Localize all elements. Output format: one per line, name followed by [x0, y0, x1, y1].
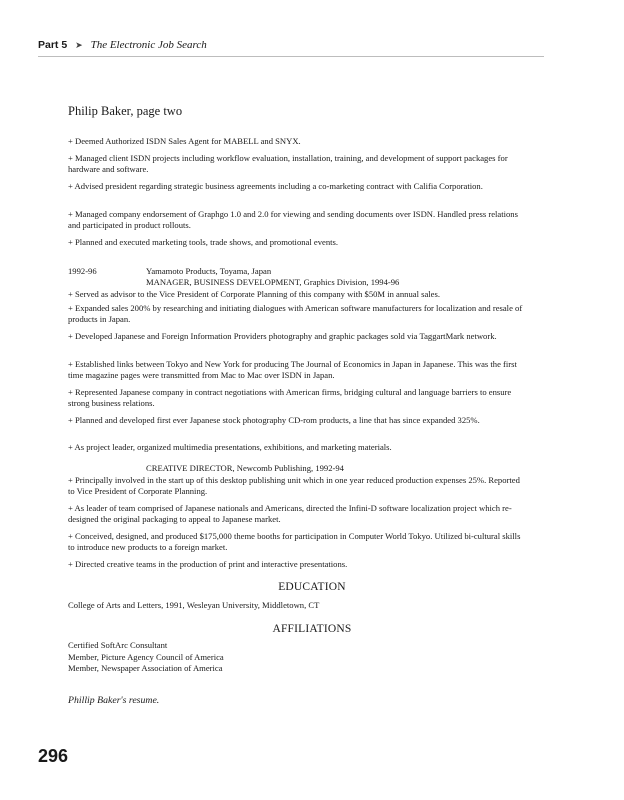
job-bullet: + Developed Japanese and Foreign Information Providers photography and graphic packages sold via TaggartMark network.	[68, 331, 497, 341]
resume-bullet: + Managed client ISDN projects including workflow evaluation, installation, training, and development of support packages for hardware and software.	[68, 153, 508, 175]
affiliations-list	[68, 640, 224, 675]
chapter-title: The Electronic Job Search	[90, 39, 207, 51]
job-bullet: + Planned and developed first ever Japanese stock photography CD-rom products, a line that has since expanded 325%.	[68, 415, 480, 425]
affiliation-item: Certified SoftArc Consultant	[68, 640, 168, 650]
resume-bullet: + Planned and executed marketing tools, trade shows, and promotional events.	[68, 237, 338, 247]
arrow-right-icon: ➤	[75, 40, 83, 50]
job-bullet: + Expanded sales 200% by researching and initiating dialogues with American software manufacturers for localization and resale of products in Japan.	[68, 303, 523, 325]
affiliation-item: Member, Picture Agency Council of America	[68, 651, 224, 662]
affiliations-heading: AFFILIATIONS	[272, 623, 352, 635]
header-divider	[38, 56, 544, 57]
job-employer: Yamamoto Products, Toyama, Japan	[146, 266, 272, 276]
job2-bullet: + Principally involved in the start up of this desktop publishing unit which in one year reduced production expenses 25%. Reported to Vice President of Corporate Planning.	[68, 475, 520, 497]
page-number: 296	[38, 746, 69, 766]
job2-bullet: + Directed creative teams in the production of print and interactive presentations.	[68, 559, 348, 569]
job-bullet: + As project leader, organized multimedia presentations, exhibitions, and marketing materials.	[68, 442, 392, 452]
figure-caption: Phillip Baker's resume.	[68, 695, 160, 706]
part-label: Part 5	[38, 39, 68, 51]
job-bullet: + Established links between Tokyo and New York for producing The Journal of Economics in Japan in Japanese. This was the first time magazine pages were transmitted from Mac to Mac over ISDN in Japan.	[68, 359, 517, 381]
education-heading: EDUCATION	[278, 581, 346, 593]
job-dates: 1992-96	[68, 266, 97, 276]
job2-position: CREATIVE DIRECTOR, Newcomb Publishing, 1992-94	[146, 463, 344, 473]
resume-bullet: + Advised president regarding strategic business agreements including a co-marketing contract with Califia Corporation.	[68, 181, 483, 191]
education-line: College of Arts and Letters, 1991, Wesleyan University, Middletown, CT	[68, 600, 320, 610]
resume-bullet: + Managed company endorsement of Graphgo 1.0 and 2.0 for viewing and sending documents over ISDN. Handled press relations and participated in product rollouts.	[68, 209, 518, 231]
running-header	[38, 38, 544, 52]
affiliation-item: Member, Newspaper Association of America	[68, 663, 223, 674]
job-position: MANAGER, BUSINESS DEVELOPMENT, Graphics Division, 1994-96	[146, 277, 400, 287]
job-bullet: + Served as advisor to the Vice President of Corporate Planning of this company with $50M in annual sales.	[68, 289, 440, 299]
resume-name-line: Philip Baker, page two	[68, 104, 183, 118]
resume-bullet: + Deemed Authorized ISDN Sales Agent for MABELL and SNYX.	[68, 136, 301, 146]
job2-bullet: + Conceived, designed, and produced $175,000 theme booths for participation in Computer World Tokyo. Utilized bi-cultural skills to introduce new products to a foreign market.	[68, 531, 521, 553]
job-bullet: + Represented Japanese company in contract negotiations with American firms, bridging cultural and language barriers to ensure strong business relations.	[68, 387, 512, 409]
job2-bullet: + As leader of team comprised of Japanese nationals and Americans, directed the Infini-D software localization project which re-designed the original packaging to appeal to Japanese market.	[68, 503, 512, 525]
